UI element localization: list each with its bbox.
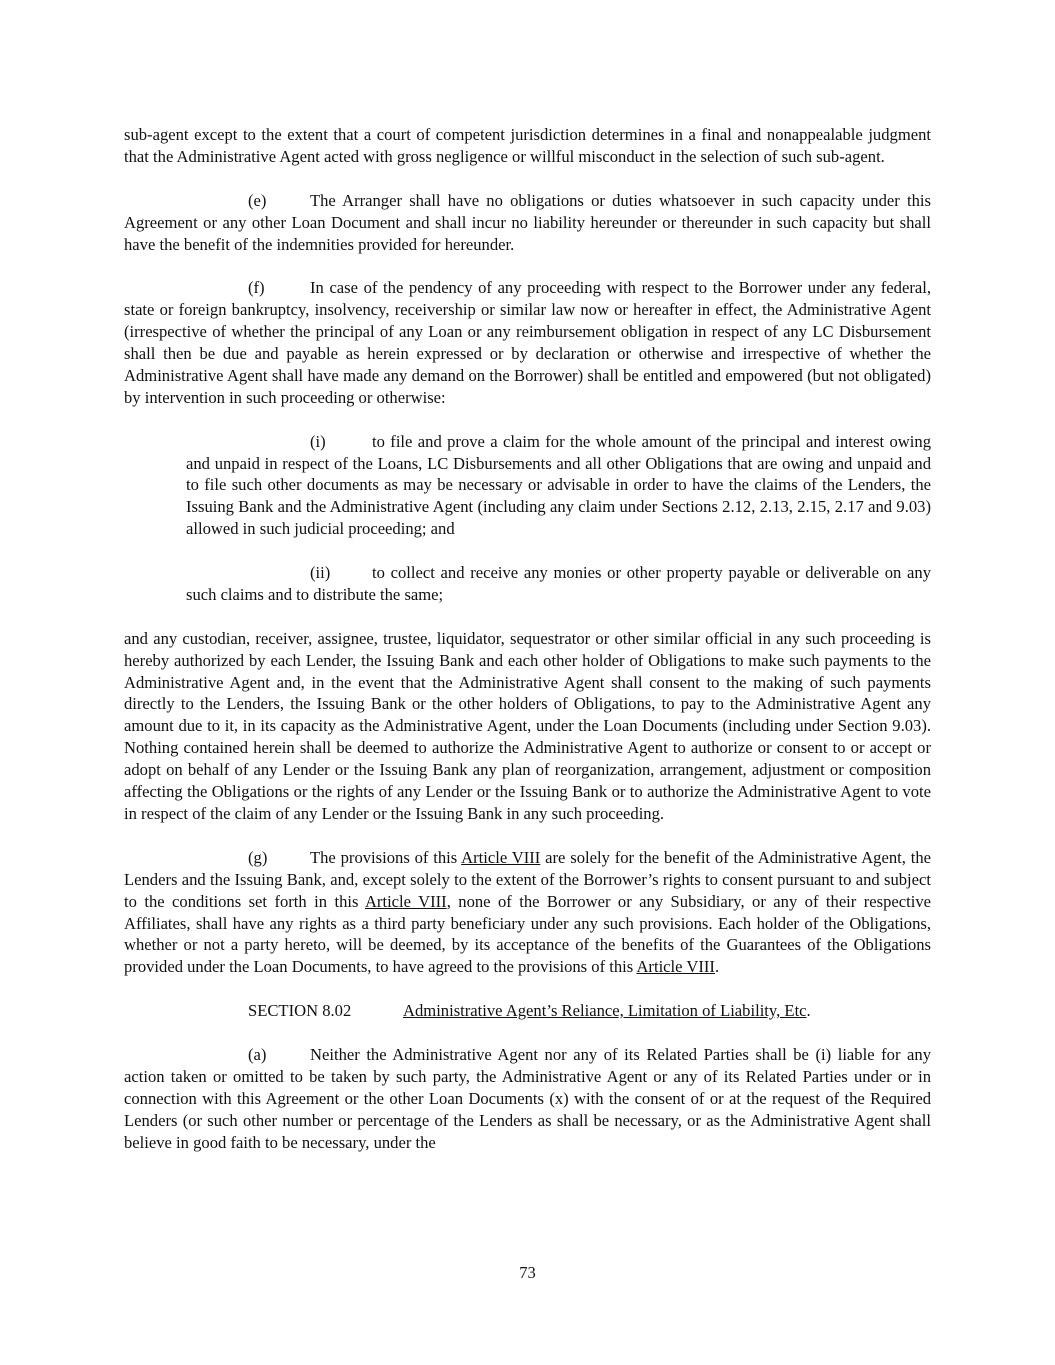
- paragraph-f-i: [186, 431, 931, 541]
- paragraph-text: In case of the pendency of any proceeding with respect to the Borrower under any federal, state or foreign bankruptcy, insolvency, receivership or similar law now or hereafter in effect, the Administrative Agent (irrespective of whether the principal of any Loan or any reimbursement obligation in respect of any LC Disbursement shall then be due and payable as herein expressed or by declaration or otherwise and irrespective of whether the Administrative Agent shall have made any demand on the Borrower) shall be entitled and empowered (but not obligated) by intervention in such proceeding or otherwise:: [124, 278, 931, 407]
- paragraph-label: (i): [310, 431, 326, 451]
- paragraph-subagent: sub-agent except to the extent that a court of competent jurisdiction determines in a final and nonappealable judgment that the Administrative Agent acted with gross negligence or willful misconduct in the selection of such sub-agent.: [124, 125, 931, 166]
- document-page: [124, 124, 931, 1153]
- article-viii-reference: Article VIII: [364, 891, 447, 911]
- paragraph-text: are solely for the benefit of the Administrative Agent, the Lenders and the Issuing Bank, and, except solely to the extent of the Borrower’s rights to consent pursuant to and subject to the conditions set forth in this: [124, 847, 932, 911]
- section-number: SECTION 8.02: [248, 1001, 352, 1021]
- paragraph-label: (g): [248, 847, 268, 867]
- paragraph-text: to file and prove a claim for the whole amount of the principal and interest owing and unpaid in respect of the Loans, LC Disbursements and all other Obligations that are owing and unpaid and to file such other documents as may be necessary or advisable in order to have the claims of the Lenders, the Issuing Bank and the Administrative Agent (including any claim under Sections 2.12, 2.13, 2.15, 2.17 and 9.03) allowed in such judicial proceeding; and: [186, 431, 931, 539]
- paragraph-text: Neither the Administrative Agent nor any of its Related Parties shall be (i) liable for any action taken or omitted to be taken by such party, the Administrative Agent or any of its Related Parties under or in connection with this Agreement or the other Loan Documents (x) with the consent of or at the request of the Required Lenders (or such other number or percentage of the Lenders as shall be necessary, or as the Administrative Agent shall believe in good faith to be necessary, under the: [124, 1044, 931, 1152]
- paragraph-text: .: [714, 957, 720, 977]
- paragraph-label: (f): [248, 278, 265, 298]
- paragraph-text: The provisions of this: [310, 847, 462, 867]
- paragraph-label: (ii): [310, 563, 331, 583]
- paragraph-label: (e): [248, 190, 267, 210]
- paragraph-g: [124, 847, 931, 978]
- paragraph-label: (a): [248, 1044, 267, 1064]
- page-number: 73: [519, 1263, 536, 1282]
- article-viii-reference: Article VIII: [461, 847, 541, 867]
- paragraph-text: to collect and receive any monies or other property payable or deliverable on any such claims and to distribute the same;: [186, 563, 931, 604]
- paragraph-f: [124, 277, 931, 408]
- section-heading: [124, 1000, 931, 1022]
- paragraph-f-ii: [186, 562, 931, 606]
- paragraph-text: , none of the Borrower or any Subsidiary, or any of their respective Affiliates, shall have any rights as a third party beneficiary under any such provisions. Each holder of the Obligations, whether or not a party hereto, will be deemed, by its acceptance of the benefits of the Guarantees of the Obligations provided under the Loan Documents, to have agreed to the provisions of this: [124, 891, 932, 977]
- paragraph-text: The Arranger shall have no obligations or duties whatsoever in such capacity under this Agreement or any other Loan Document and shall incur no liability hereunder or thereunder in such capacity but shall have the benefit of the indemnities provided for hereunder.: [124, 190, 931, 254]
- paragraph-custodian: and any custodian, receiver, assignee, trustee, liquidator, sequestrator or other similar official in any such proceeding is hereby authorized by each Lender, the Issuing Bank and each other holder of Obligations to make such payments to the Administrative Agent and, in the event that the Administrative Agent shall consent to the making of such payments directly to the Lenders, the Issuing Bank or the other holders of Obligations, to pay to the Administrative Agent any amount due to it, in its capacity as the Administrative Agent, under the Loan Documents (including under Section 9.03). Nothing contained herein shall be deemed to authorize the Administrative Agent to authorize or consent to or accept or adopt on behalf of any Lender or the Issuing Bank any plan of reorganization, arrangement, adjustment or composition affecting the Obligations or the rights of any Lender or the Issuing Bank or to authorize the Administrative Agent to vote in respect of the claim of any Lender or the Issuing Bank in any such proceeding.: [124, 628, 931, 824]
- article-viii-reference: Article VIII: [636, 957, 715, 977]
- section-title-end: .: [806, 1001, 811, 1021]
- paragraph-a: [124, 1044, 931, 1154]
- paragraph-e: [124, 190, 931, 256]
- section-title: Administrative Agent’s Reliance, Limitation of Liability, Etc: [403, 1001, 807, 1021]
